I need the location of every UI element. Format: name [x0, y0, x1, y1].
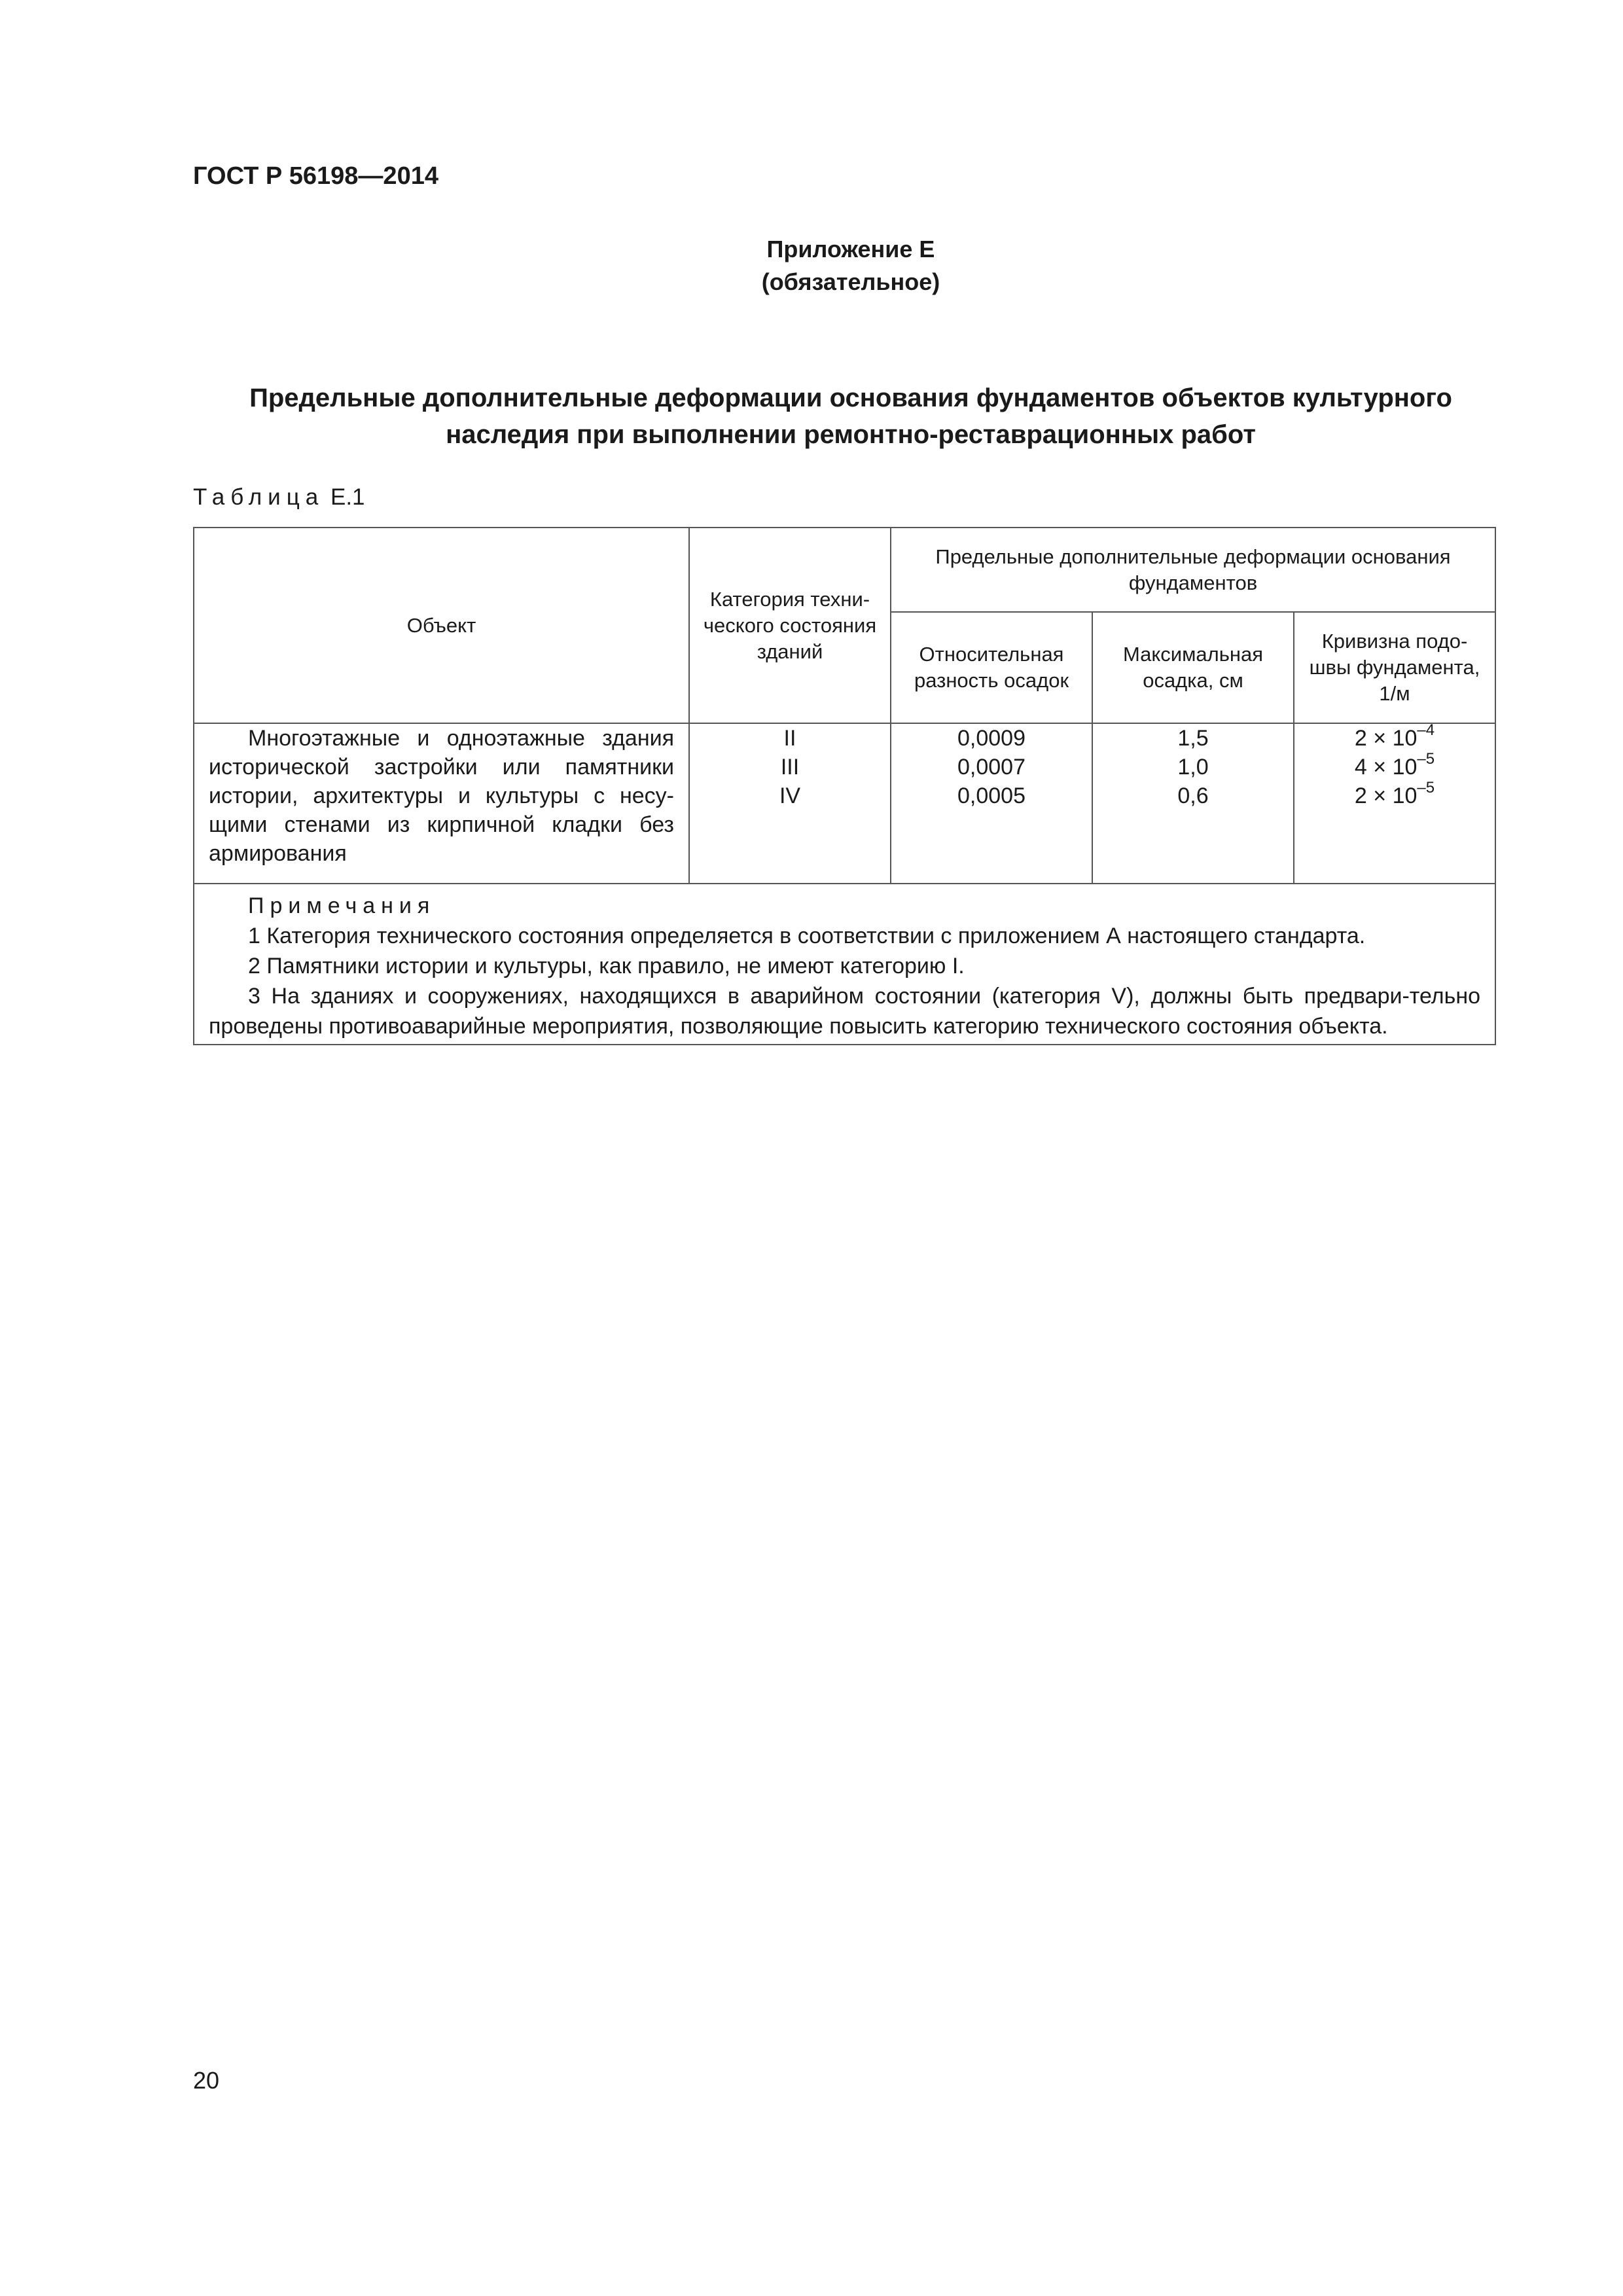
table-caption	[193, 484, 365, 511]
note-item: 1 Категория технического состояния определяется в соответствии с приложением А настоящего стандарта.	[248, 924, 1366, 948]
page-number: 20	[193, 2067, 220, 2094]
settlement-value: 1,5	[1177, 726, 1209, 751]
title-line-1: Предельные дополнительные деформации основания фундаментов объектов культурного	[249, 384, 1452, 412]
category-value: III	[780, 755, 800, 780]
table-caption-word: Таблица	[193, 484, 325, 510]
cell-relative-difference	[891, 723, 1092, 884]
title-line-2: наследия при выполнении ремонтно-реставрационных работ	[446, 420, 1256, 449]
appendix-label: Приложение Е	[766, 236, 935, 262]
note-item: 3 На зданиях и сооружениях, находящихся в аварийном состоянии (категория V), должны быть предвари-тельно проведены противоаварийные мероприятия, позволяющие повысить категорию технического состояния объекта.	[209, 984, 1481, 1039]
note-item: 2 Памятники истории и культуры, как правило, не имеют категорию I.	[248, 954, 965, 978]
cell-object: Многоэтажные и одноэтажные здания исторической застройки или памятники истории, архитектуры и культуры с несу-щими стенами из кирпичной кладки без армирования	[194, 723, 689, 884]
cell-categories	[689, 723, 891, 884]
header-curvature: Кривизна подо-швы фундамента, 1/м	[1294, 612, 1495, 723]
header-category: Категория техни-ческого состояния зданий	[689, 528, 891, 723]
appendix-status: (обязательное)	[761, 268, 940, 295]
curvature-value: $2 \times 10^{-4}$	[1354, 721, 1435, 751]
notes-row	[194, 884, 1495, 1045]
header-max-settlement: Максимальная осадка, см	[1092, 612, 1294, 723]
document-code: ГОСТ Р 56198—2014	[193, 162, 438, 190]
curvature-value: $2 \times 10^{-5}$	[1354, 778, 1435, 808]
cell-max-settlement	[1092, 723, 1294, 884]
settlement-value: 0,6	[1177, 783, 1209, 808]
header-object: Объект	[194, 528, 689, 723]
document-title	[193, 380, 1508, 453]
header-relative-difference: Относительная разность осадок	[891, 612, 1092, 723]
relative-value: 0,0007	[957, 755, 1026, 780]
category-value: IV	[779, 783, 801, 808]
relative-value: 0,0005	[957, 783, 1026, 808]
category-value: II	[783, 726, 796, 751]
notes-cell	[194, 884, 1495, 1045]
table-row	[194, 723, 1495, 884]
table-caption-number: Е.1	[330, 484, 365, 510]
curvature-value: $4 \times 10^{-5}$	[1354, 749, 1435, 780]
header-limits-group: Предельные дополнительные деформации основания фундаментов	[891, 528, 1495, 612]
cell-curvature	[1294, 723, 1495, 884]
settlement-value: 1,0	[1177, 755, 1209, 780]
deformation-table	[193, 527, 1496, 1045]
relative-value: 0,0009	[957, 726, 1026, 751]
notes-heading: Примечания	[248, 893, 436, 918]
appendix-heading	[0, 233, 1623, 298]
